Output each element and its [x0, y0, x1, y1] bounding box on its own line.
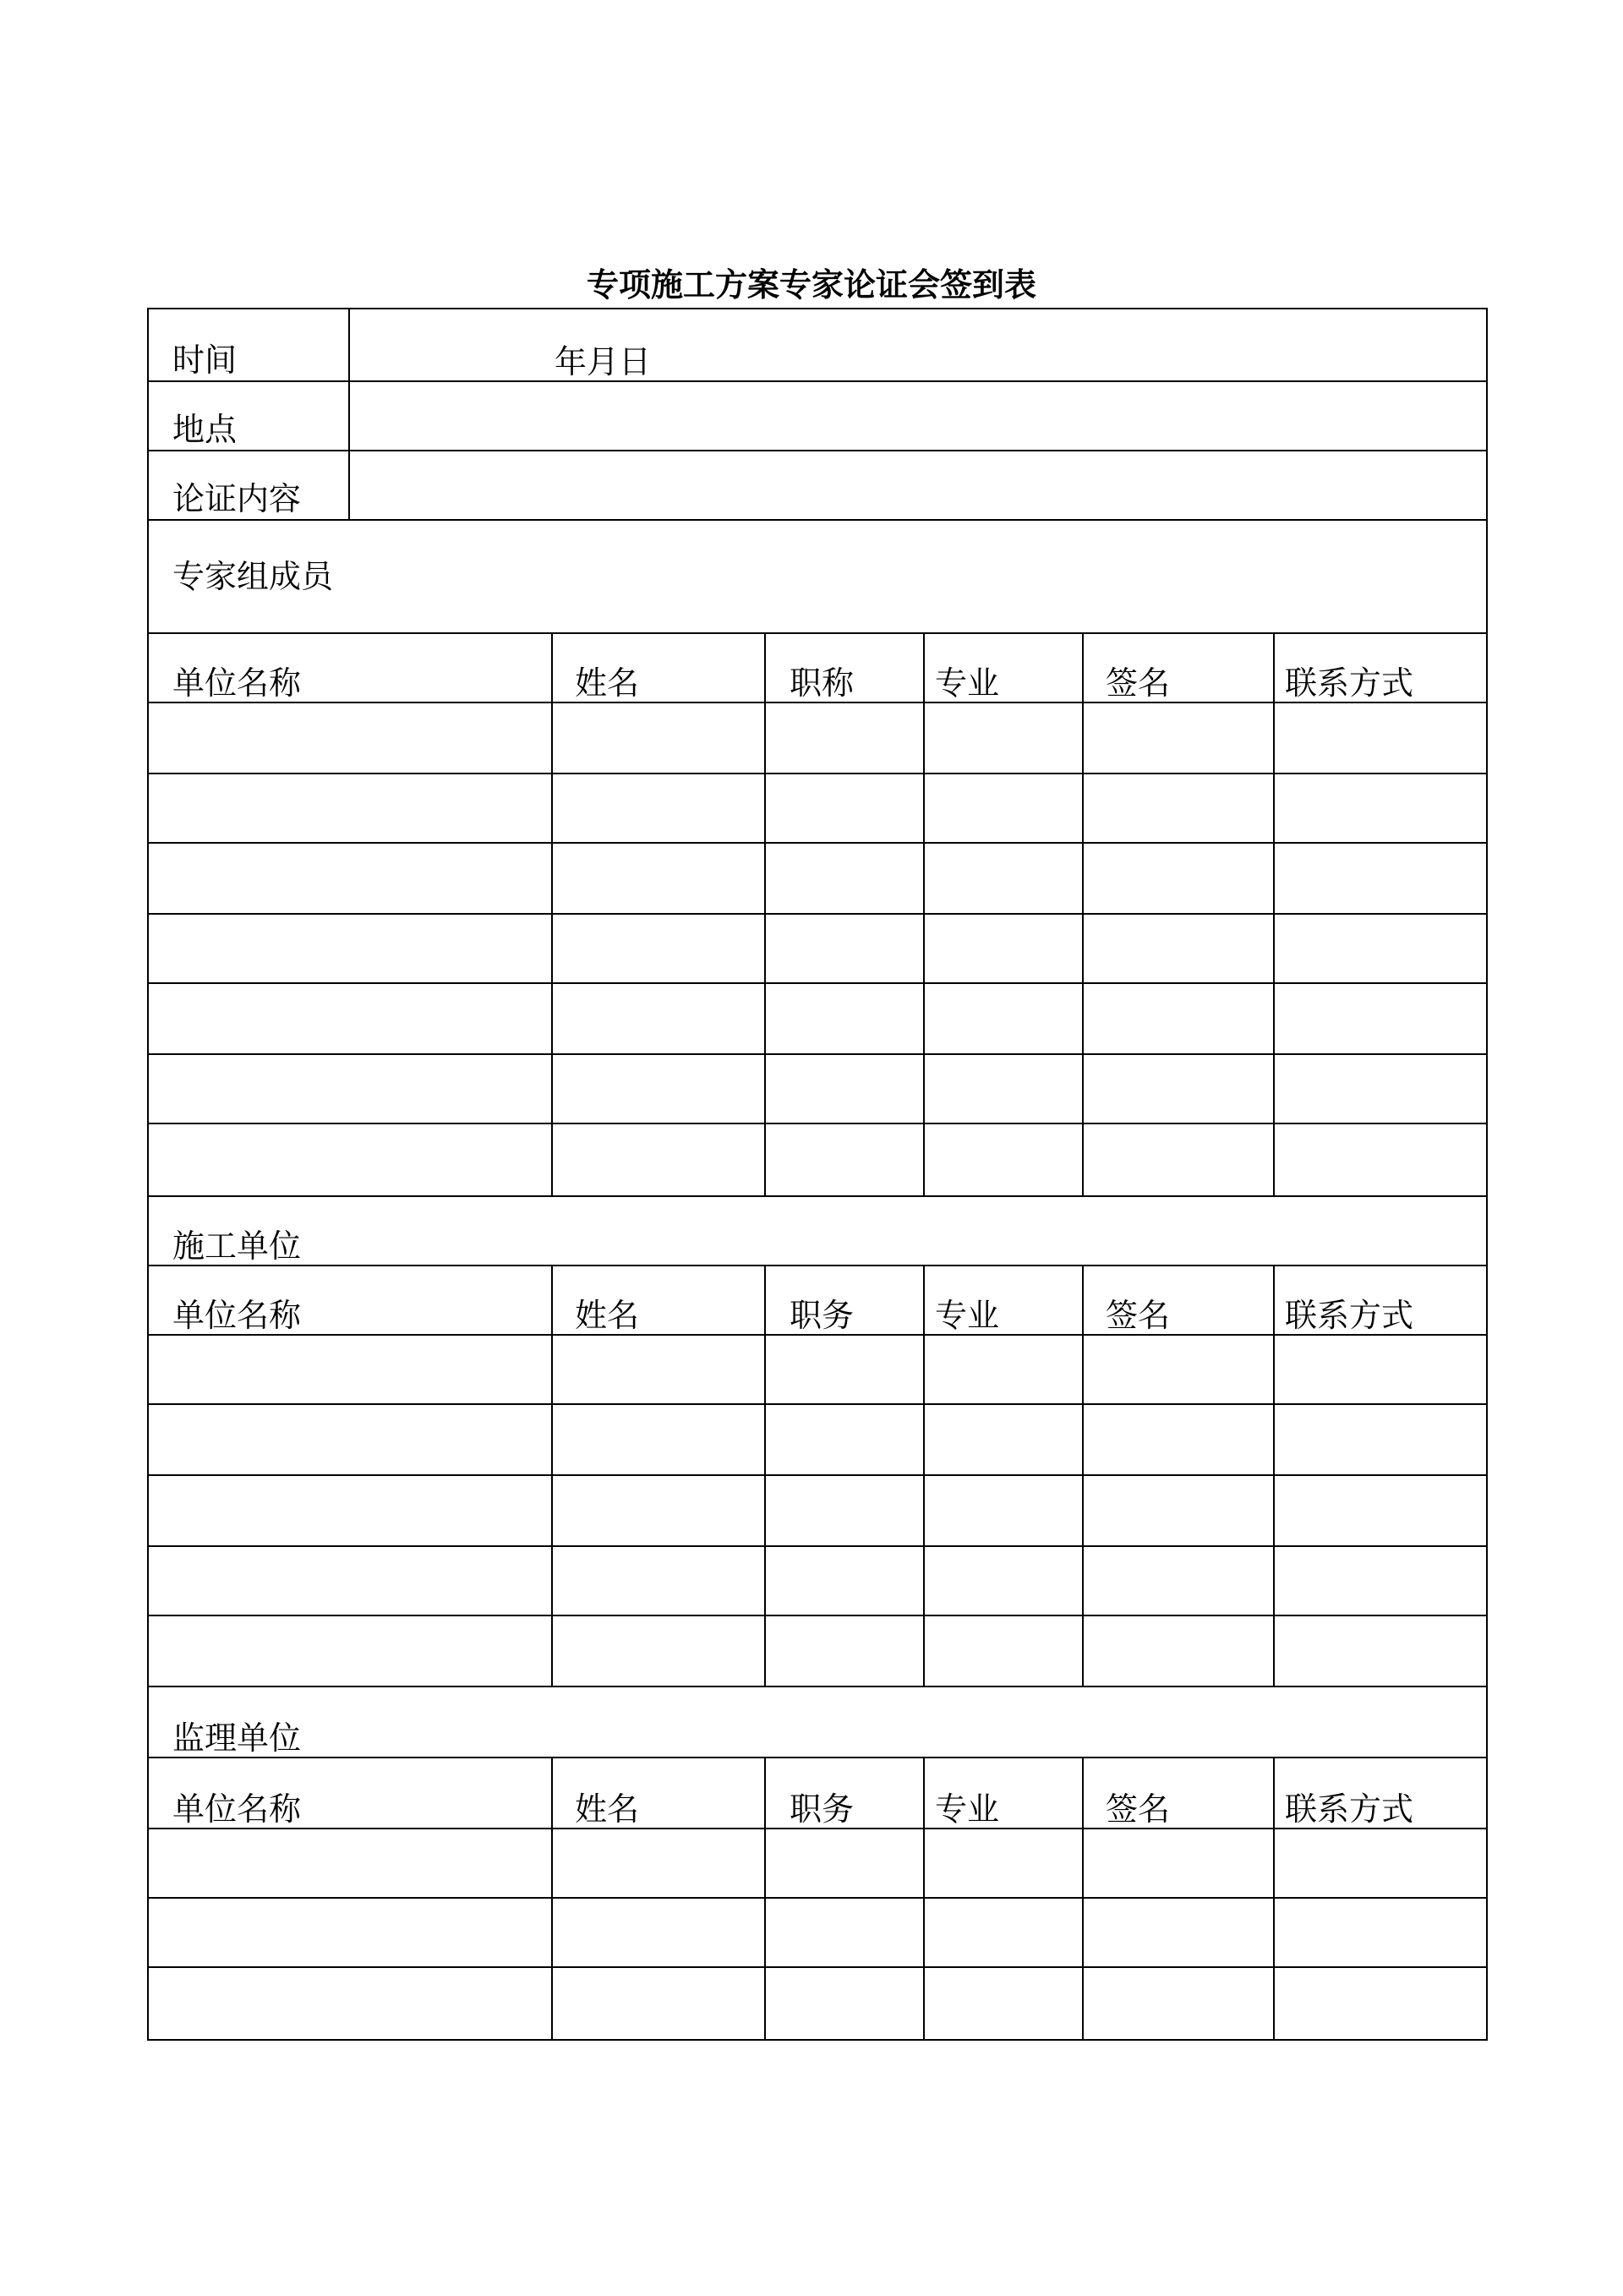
- major-cell[interactable]: [924, 1123, 1083, 1196]
- construction-col-position: 职务: [765, 1266, 924, 1335]
- construction-table-row: [148, 1546, 1487, 1615]
- contact-cell[interactable]: [1274, 1967, 1487, 2040]
- supervision-col-sign: 签名: [1083, 1758, 1274, 1829]
- name-cell[interactable]: [552, 1898, 765, 1967]
- experts-col-org: 单位名称: [148, 633, 552, 702]
- construction-section-row: [148, 1196, 1487, 1266]
- experts-table-row: [148, 1123, 1487, 1196]
- contact-cell[interactable]: [1274, 1475, 1487, 1546]
- time-value-field[interactable]: 年月日: [349, 309, 1487, 381]
- name-cell[interactable]: [552, 1546, 765, 1615]
- name-cell[interactable]: [552, 843, 765, 914]
- contact-cell[interactable]: [1274, 702, 1487, 774]
- title-cell[interactable]: [765, 1123, 924, 1196]
- signature-cell[interactable]: [1083, 1123, 1274, 1196]
- construction-header-row: [148, 1266, 1487, 1335]
- construction-col-org: 单位名称: [148, 1266, 552, 1335]
- major-cell[interactable]: [924, 1335, 1083, 1404]
- time-label: 时间: [148, 309, 349, 381]
- signature-cell[interactable]: [1083, 1475, 1274, 1546]
- content-value-field[interactable]: [349, 451, 1487, 520]
- contact-cell[interactable]: [1274, 1335, 1487, 1404]
- title-cell[interactable]: [765, 702, 924, 774]
- place-value-field[interactable]: [349, 381, 1487, 451]
- major-cell[interactable]: [924, 1898, 1083, 1967]
- position-cell[interactable]: [765, 1967, 924, 2040]
- content-row: [148, 451, 1487, 520]
- experts-table-row: [148, 702, 1487, 774]
- title-cell[interactable]: [765, 774, 924, 843]
- signature-cell[interactable]: [1083, 774, 1274, 843]
- contact-cell[interactable]: [1274, 983, 1487, 1054]
- position-cell[interactable]: [765, 1898, 924, 1967]
- name-cell[interactable]: [552, 1615, 765, 1686]
- major-cell[interactable]: [924, 1546, 1083, 1615]
- org-cell[interactable]: [148, 1335, 552, 1404]
- name-cell[interactable]: [552, 1404, 765, 1475]
- supervision-header-row: [148, 1758, 1487, 1829]
- content-label: 论证内容: [148, 451, 349, 520]
- name-cell[interactable]: [552, 774, 765, 843]
- major-cell[interactable]: [924, 1829, 1083, 1898]
- major-cell[interactable]: [924, 1615, 1083, 1686]
- supervision-table-row: [148, 1898, 1487, 1967]
- contact-cell[interactable]: [1274, 1404, 1487, 1475]
- org-cell[interactable]: [148, 1404, 552, 1475]
- experts-table-row: [148, 914, 1487, 983]
- org-cell[interactable]: [148, 1898, 552, 1967]
- supervision-col-position: 职务: [765, 1758, 924, 1829]
- org-cell[interactable]: [148, 1967, 552, 2040]
- experts-col-sign: 签名: [1083, 633, 1274, 702]
- org-cell[interactable]: [148, 914, 552, 983]
- org-cell[interactable]: [148, 1546, 552, 1615]
- major-cell[interactable]: [924, 1054, 1083, 1123]
- supervision-col-org: 单位名称: [148, 1758, 552, 1829]
- major-cell[interactable]: [924, 1404, 1083, 1475]
- org-cell[interactable]: [148, 702, 552, 774]
- org-cell[interactable]: [148, 1475, 552, 1546]
- construction-col-contact: 联系方式: [1274, 1266, 1487, 1335]
- experts-col-major: 专业: [924, 633, 1083, 702]
- supervision-section-label: 监理单位: [148, 1686, 1487, 1758]
- supervision-col-major: 专业: [924, 1758, 1083, 1829]
- name-cell[interactable]: [552, 1335, 765, 1404]
- experts-table-row: [148, 774, 1487, 843]
- place-label: 地点: [148, 381, 349, 451]
- construction-col-sign: 签名: [1083, 1266, 1274, 1335]
- signature-cell[interactable]: [1083, 1615, 1274, 1686]
- experts-section-row: [148, 520, 1487, 633]
- time-row: [148, 309, 1487, 381]
- org-cell[interactable]: [148, 1615, 552, 1686]
- org-cell[interactable]: [148, 1123, 552, 1196]
- experts-section-label: 专家组成员: [148, 520, 1487, 633]
- signature-cell[interactable]: [1083, 1404, 1274, 1475]
- position-cell[interactable]: [765, 1475, 924, 1546]
- signature-cell[interactable]: [1083, 1829, 1274, 1898]
- contact-cell[interactable]: [1274, 1054, 1487, 1123]
- supervision-col-name: 姓名: [552, 1758, 765, 1829]
- contact-cell[interactable]: [1274, 1829, 1487, 1898]
- signature-cell[interactable]: [1083, 1898, 1274, 1967]
- signature-cell[interactable]: [1083, 1546, 1274, 1615]
- major-cell[interactable]: [924, 1475, 1083, 1546]
- major-cell[interactable]: [924, 843, 1083, 914]
- contact-cell[interactable]: [1274, 1546, 1487, 1615]
- signature-cell[interactable]: [1083, 702, 1274, 774]
- contact-cell[interactable]: [1274, 1615, 1487, 1686]
- position-cell[interactable]: [765, 1404, 924, 1475]
- org-cell[interactable]: [148, 774, 552, 843]
- title-cell[interactable]: [765, 914, 924, 983]
- construction-table-row: [148, 1404, 1487, 1475]
- name-cell[interactable]: [552, 1123, 765, 1196]
- construction-table-row: [148, 1615, 1487, 1686]
- title-cell[interactable]: [765, 843, 924, 914]
- major-cell[interactable]: [924, 774, 1083, 843]
- signature-cell[interactable]: [1083, 1967, 1274, 2040]
- construction-table-row: [148, 1335, 1487, 1404]
- experts-table-row: [148, 1054, 1487, 1123]
- sign-in-table: [147, 308, 1488, 2041]
- supervision-section-row: [148, 1686, 1487, 1758]
- construction-col-major: 专业: [924, 1266, 1083, 1335]
- signature-cell[interactable]: [1083, 1335, 1274, 1404]
- supervision-table-row: [148, 1829, 1487, 1898]
- name-cell[interactable]: [552, 1829, 765, 1898]
- name-cell[interactable]: [552, 1475, 765, 1546]
- experts-col-name: 姓名: [552, 633, 765, 702]
- major-cell[interactable]: [924, 914, 1083, 983]
- major-cell[interactable]: [924, 1967, 1083, 2040]
- org-cell[interactable]: [148, 843, 552, 914]
- position-cell[interactable]: [765, 1335, 924, 1404]
- org-cell[interactable]: [148, 983, 552, 1054]
- major-cell[interactable]: [924, 983, 1083, 1054]
- experts-table-row: [148, 983, 1487, 1054]
- signature-cell[interactable]: [1083, 914, 1274, 983]
- name-cell[interactable]: [552, 983, 765, 1054]
- position-cell[interactable]: [765, 1615, 924, 1686]
- contact-cell[interactable]: [1274, 914, 1487, 983]
- contact-cell[interactable]: [1274, 774, 1487, 843]
- construction-section-label: 施工单位: [148, 1196, 1487, 1266]
- contact-cell[interactable]: [1274, 1898, 1487, 1967]
- contact-cell[interactable]: [1274, 1123, 1487, 1196]
- place-row: [148, 381, 1487, 451]
- experts-col-title: 职称: [765, 633, 924, 702]
- name-cell[interactable]: [552, 914, 765, 983]
- position-cell[interactable]: [765, 1829, 924, 1898]
- signature-cell[interactable]: [1083, 983, 1274, 1054]
- document-title: 专项施工方案专家论证会签到表: [586, 265, 1036, 303]
- supervision-col-contact: 联系方式: [1274, 1758, 1487, 1829]
- construction-col-name: 姓名: [552, 1266, 765, 1335]
- experts-header-row: [148, 633, 1487, 702]
- signature-cell[interactable]: [1083, 1054, 1274, 1123]
- construction-table-row: [148, 1475, 1487, 1546]
- experts-table-row: [148, 843, 1487, 914]
- org-cell[interactable]: [148, 1054, 552, 1123]
- title-cell[interactable]: [765, 983, 924, 1054]
- contact-cell[interactable]: [1274, 843, 1487, 914]
- experts-col-contact: 联系方式: [1274, 633, 1487, 702]
- major-cell[interactable]: [924, 702, 1083, 774]
- name-cell[interactable]: [552, 702, 765, 774]
- position-cell[interactable]: [765, 1546, 924, 1615]
- name-cell[interactable]: [552, 1054, 765, 1123]
- name-cell[interactable]: [552, 1967, 765, 2040]
- title-cell[interactable]: [765, 1054, 924, 1123]
- org-cell[interactable]: [148, 1829, 552, 1898]
- signature-cell[interactable]: [1083, 843, 1274, 914]
- supervision-table-row: [148, 1967, 1487, 2040]
